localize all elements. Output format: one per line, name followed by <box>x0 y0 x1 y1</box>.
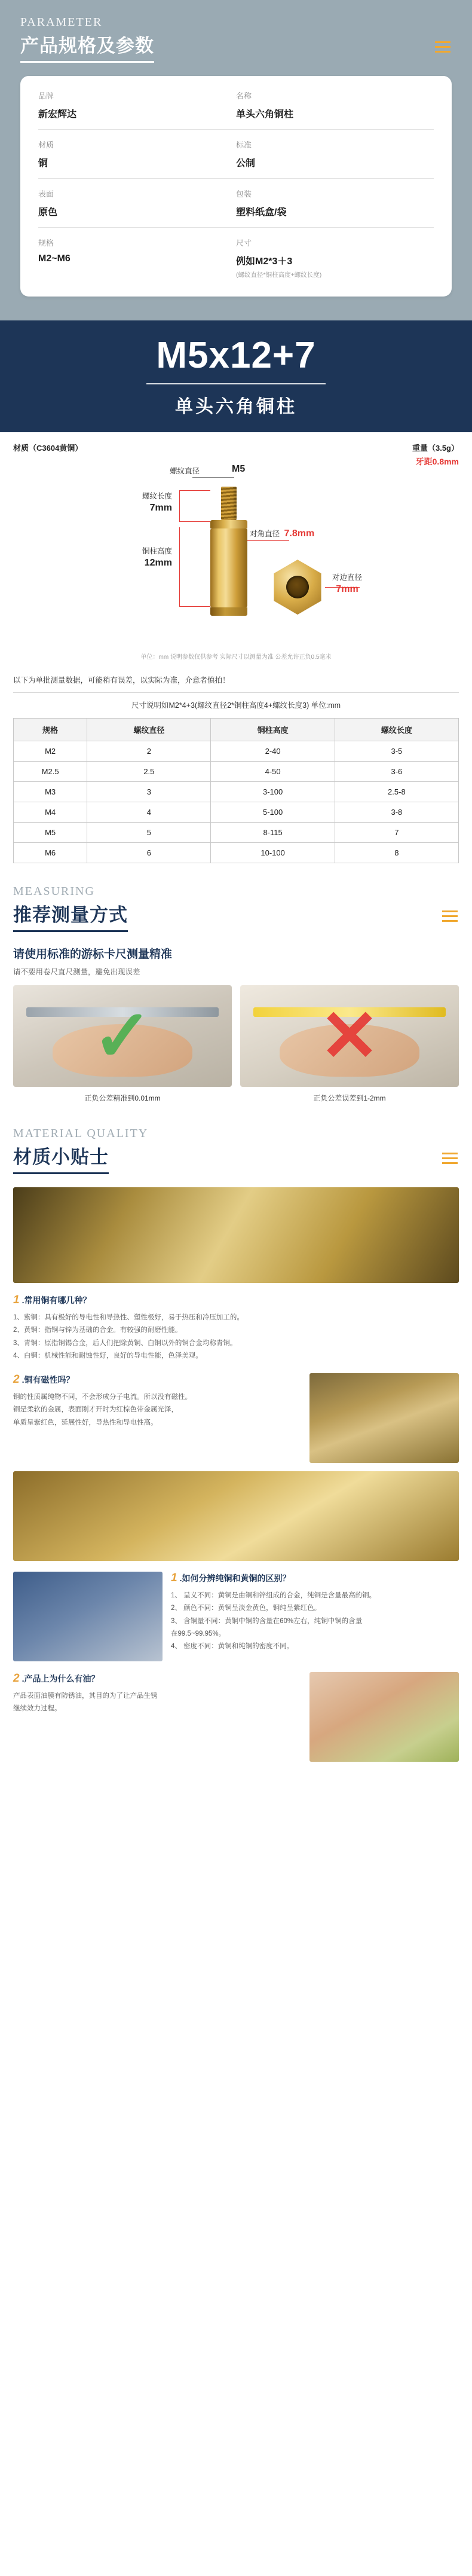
material-tip-item <box>13 1572 459 1661</box>
leader-line-corner-dia <box>247 540 289 541</box>
table-header-cell: 螺纹长度 <box>335 719 458 741</box>
value-corner-diameter-text: 7.8mm <box>284 528 315 539</box>
weight-block <box>412 442 459 467</box>
table-row <box>14 762 459 782</box>
parameter-row <box>38 130 434 179</box>
thread-hole-shape <box>286 576 309 598</box>
material-tip-title <box>13 1294 459 1307</box>
material-tip-number: 1 <box>171 1572 177 1585</box>
material-tip-line: 铜的性质属纯物不同，不会形成分子电流。所以没有磁性。 <box>13 1394 192 1401</box>
measuring-photo-correct <box>13 985 232 1103</box>
material-tip-line: 1、 呈义不同：黄铜是由铜和锌组成的合金，纯铜是含量最高的铜。 <box>171 1592 376 1600</box>
parameter-value: M2~M6 <box>38 253 71 264</box>
parameter-key: 规格 <box>38 239 54 247</box>
material-label: 材质（C3604黄铜） <box>13 444 83 453</box>
table-cell: M2 <box>14 741 87 762</box>
section-eng-title: MEASURING <box>13 885 95 899</box>
parameter-cell-brand <box>38 90 236 120</box>
material-tip-title <box>13 1373 301 1386</box>
material-tip-line: 产品表面油膜有防锈油，其目的为了让产品生锈 <box>13 1692 158 1700</box>
table-cell: 3-5 <box>335 741 458 762</box>
product-title-banner <box>0 320 472 432</box>
table-cell: 3-8 <box>335 802 458 823</box>
table-cell: 3 <box>87 782 211 802</box>
parameter-row <box>38 228 434 288</box>
material-quality-section <box>0 1116 472 1776</box>
table-cell: 3-100 <box>211 782 335 802</box>
material-tip-line: 2、 颜色不同：黄铜呈淡金黄色，铜纯呈紫红色。 <box>171 1605 321 1612</box>
table-cell: 8-115 <box>211 823 335 843</box>
material-tip-title-text: .常用铜有哪几种？ <box>22 1295 91 1306</box>
table-header-cell: 铜柱高度 <box>211 719 335 741</box>
hand-with-parts-photo <box>309 1672 459 1762</box>
measuring-photo-incorrect <box>240 985 459 1103</box>
table-cell: 4-50 <box>211 762 335 782</box>
measuring-caption-right: 正负公差误差到1-2mm <box>313 1094 386 1103</box>
label-thread-length <box>103 491 172 514</box>
label-thread-length-text: 螺纹长度 <box>142 492 172 501</box>
hex-top-shape <box>210 520 247 528</box>
parameter-value: 铜 <box>38 158 48 169</box>
size-disclaimer: 以下为单批测量数据，可能稍有误差，以实际为准，介意者慎拍！ <box>13 674 459 693</box>
table-cell: 6 <box>87 843 211 863</box>
table-cell: 2.5-8 <box>335 782 458 802</box>
measuring-headline: 请使用标准的游标卡尺测量精准 <box>13 948 173 961</box>
parameter-key: 表面 <box>38 190 54 198</box>
material-tip-item <box>13 1373 459 1463</box>
hex-bottom-shape <box>210 607 247 616</box>
parameter-value-note: (螺纹直径*铜柱高度+螺纹长度) <box>236 271 322 279</box>
parameter-value: 单头六角铜柱 <box>236 109 294 120</box>
material-tip-text <box>13 1373 301 1429</box>
parameter-cell-material <box>38 139 236 169</box>
dimension-line-body-height <box>179 527 180 606</box>
material-tip-number: 2 <box>13 1672 20 1685</box>
material-tip-line: 铜是柔软的金属，表面刚才开时为红棕色带金属光泽， <box>13 1406 178 1414</box>
parameter-row <box>38 179 434 228</box>
dimension-tick <box>179 606 210 607</box>
material-tip-line: 2、黄铜：指铜与锌为基础的合金。有较强的耐磨性能。 <box>13 1327 182 1334</box>
parameter-value: 新宏辉达 <box>38 109 77 120</box>
material-tip-title-text: .铜有磁性吗？ <box>22 1375 75 1385</box>
material-tip-text <box>13 1294 459 1362</box>
measuring-photos <box>13 985 459 1103</box>
table-cell: 5 <box>87 823 211 843</box>
table-row <box>14 823 459 843</box>
material-tip-title-text: .如何分辨纯铜和黄铜的区别？ <box>179 1573 291 1584</box>
table-row <box>14 843 459 863</box>
copper-tube-photo <box>309 1373 459 1463</box>
material-tip-line: 3、青铜：原指铜锡合金，后人们把除黄铜、白铜以外的铜合金均称青铜。 <box>13 1339 237 1347</box>
table-cell: 3-6 <box>335 762 458 782</box>
parameter-section-header <box>20 16 452 63</box>
table-cell: 2-40 <box>211 741 335 762</box>
label-body-height-text: 铜柱高度 <box>142 547 172 556</box>
measuring-section <box>0 874 472 1116</box>
size-table <box>13 718 459 863</box>
copper-wire-photo <box>13 1187 459 1283</box>
material-tip-title <box>171 1572 459 1585</box>
caliper-photo <box>13 985 232 1087</box>
material-tip-text <box>171 1572 459 1653</box>
parameter-cell-spec <box>38 237 236 279</box>
material-tip-title <box>13 1672 301 1685</box>
table-cell: M2.5 <box>14 762 87 782</box>
section-cn-title: 材质小贴士 <box>13 1142 109 1174</box>
divider <box>146 383 326 384</box>
parameter-card <box>20 76 452 297</box>
parameter-cell-name <box>236 90 434 120</box>
table-cell: M5 <box>14 823 87 843</box>
worker-photo <box>13 1572 163 1661</box>
material-tip-line: 继续效力过程。 <box>13 1705 62 1713</box>
section-eng-title: MATERIAL QUALITY <box>13 1127 149 1141</box>
table-header-row <box>14 719 459 741</box>
table-cell: 4 <box>87 802 211 823</box>
hex-body-shape <box>210 528 247 607</box>
table-row <box>14 802 459 823</box>
parameter-key: 材质 <box>38 140 54 149</box>
product-name-title: 单头六角铜柱 <box>175 397 297 417</box>
label-side-diameter-text: 对边直径 <box>332 573 363 582</box>
material-tip-line: 在99.5~99.95%。 <box>171 1630 226 1637</box>
parameter-key: 标准 <box>236 140 252 149</box>
parameter-value: 例如M2*3＋3 <box>236 256 293 267</box>
section-cn-title: 推荐测量方式 <box>13 900 128 932</box>
material-tip-line: 3、 含铜量不同：黄铜中铜的含量在60%左右，纯铜中铜的含量 <box>171 1617 363 1625</box>
dimension-line-thread-length <box>179 490 180 521</box>
label-body-height <box>97 546 172 569</box>
measuring-subtext: 请不要用卷尺直尺测量，避免出现误差 <box>13 968 140 977</box>
material-tip-text <box>13 1672 301 1716</box>
dimension-diagram-section <box>0 432 472 668</box>
threaded-rod-shape <box>221 487 237 520</box>
table-cell: 5-100 <box>211 802 335 823</box>
value-side-diameter-text: 7mm <box>336 583 358 594</box>
parameter-value: 公制 <box>236 158 256 169</box>
dimension-diagram <box>13 464 459 649</box>
material-section-header <box>13 1127 459 1174</box>
thread-pitch-label: 牙距0.8mm <box>415 457 459 467</box>
brass-granule-photo <box>13 1471 459 1561</box>
hex-end-view-illustration <box>270 560 325 615</box>
table-cell: 2 <box>87 741 211 762</box>
parameter-value: 原色 <box>38 207 58 218</box>
parameter-cell-package <box>236 188 434 218</box>
parameter-section <box>0 0 472 320</box>
product-size-title: M5x12+7 <box>156 335 316 376</box>
menu-icon <box>442 910 458 925</box>
value-thread-diameter-text: M5 <box>232 464 246 475</box>
cross-icon: ✕ <box>319 996 380 1077</box>
table-cell: M3 <box>14 782 87 802</box>
parameter-key: 品牌 <box>38 91 54 100</box>
menu-icon <box>435 41 450 56</box>
table-cell: M4 <box>14 802 87 823</box>
dimension-tick <box>179 521 210 522</box>
check-icon: ✓ <box>92 996 153 1077</box>
label-corner-diameter <box>250 527 314 540</box>
table-cell: 2.5 <box>87 762 211 782</box>
value-body-height-text: 12mm <box>144 557 172 568</box>
parameter-cell-standard <box>236 139 434 169</box>
material-tip-line: 4、 密度不同：黄铜和纯铜的密度不同。 <box>171 1643 294 1651</box>
table-cell: 8 <box>335 843 458 863</box>
dimension-tick <box>179 490 210 491</box>
label-thread-diameter-text: 螺纹直径 <box>169 467 200 476</box>
diagram-note: 单位：mm 说明参数仅供参考 实际尺寸以测量为准 公差允许正负0.5毫米 <box>140 654 332 661</box>
table-cell: 7 <box>335 823 458 843</box>
table-cell: 10-100 <box>211 843 335 863</box>
parameter-key: 尺寸 <box>236 239 252 247</box>
parameter-key: 包装 <box>236 190 252 198</box>
section-eng-title: PARAMETER <box>20 16 103 29</box>
parameter-row <box>38 81 434 130</box>
table-header-cell: 螺纹直径 <box>87 719 211 741</box>
material-tip-item <box>13 1672 459 1762</box>
value-thread-diameter <box>232 463 245 476</box>
measuring-section-header <box>13 885 459 932</box>
leader-line-thread-dia <box>192 477 234 478</box>
section-cn-title: 产品规格及参数 <box>20 30 154 63</box>
measuring-caption-left: 正负公差精准到0.01mm <box>84 1094 161 1103</box>
material-tip-line: 单质呈紫红色，延展性好，导热性和导电性高。 <box>13 1419 158 1426</box>
material-tip-number: 2 <box>13 1373 20 1386</box>
parameter-cell-surface <box>38 188 236 218</box>
label-side-diameter <box>332 573 362 595</box>
table-row <box>14 782 459 802</box>
size-notes <box>0 668 472 718</box>
table-cell: M6 <box>14 843 87 863</box>
material-tip-item <box>13 1294 459 1362</box>
tape-measure-photo <box>240 985 459 1087</box>
size-spec-note: 尺寸说明如M2*4+3(螺纹直径2*铜柱高度4+螺纹长度3) 单位:mm <box>131 701 341 710</box>
material-tip-line: 1、紫铜：具有极好的导电性和导热性、塑性极好，易于热压和冷压加工的。 <box>13 1314 244 1322</box>
label-corner-diameter-text: 对角直径 <box>250 530 280 539</box>
table-row <box>14 741 459 762</box>
material-tip-title-text: .产品上为什么有油？ <box>22 1674 100 1684</box>
size-table-section <box>0 668 472 863</box>
parameter-value: 塑料纸盒/袋 <box>236 207 287 218</box>
weight-label: 重量（3.5g） <box>412 444 459 453</box>
table-header-cell: 规格 <box>14 719 87 741</box>
parameter-key: 名称 <box>236 91 252 100</box>
label-thread-diameter <box>164 466 200 476</box>
material-tip-number: 1 <box>13 1294 20 1307</box>
value-thread-length-text: 7mm <box>149 502 172 513</box>
material-tip-line: 4、白铜：机械性能和耐蚀性好，良好的导电性能，色泽美观。 <box>13 1352 203 1359</box>
standoff-illustration <box>210 487 247 616</box>
menu-icon <box>442 1153 458 1167</box>
parameter-cell-size <box>236 237 434 279</box>
